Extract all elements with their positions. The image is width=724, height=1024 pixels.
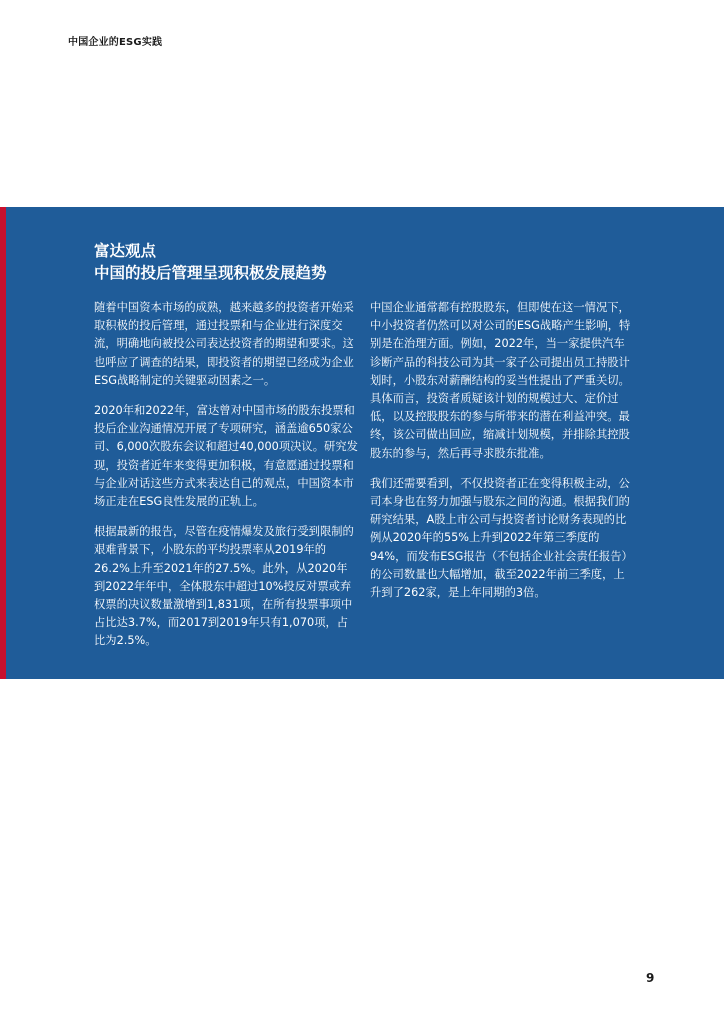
paragraph: 随着中国资本市场的成熟，越来越多的投资者开始采取积极的投后管理，通过投票和与企业进行深度交流，明确地向被投公司表达投资者的期望和要求。这也呼应了调查的结果，即投资者的期望已经成为企业ESG战略制定的关键驱动因素之一。 [94,301,354,387]
panel-heading [94,240,327,284]
panel-title-main: 中国的投后管理呈现积极发展趋势 [94,264,327,282]
right-text-column [370,299,634,614]
panel-title-viewpoint: 富达观点 [94,242,157,260]
paragraph: 我们还需要看到，不仅投资者正在变得积极主动，公司本身也在努力加强与股东之间的沟通。根据我们的研究结果，A股上市公司与投资者讨论财务表现的比例从2020年的55%上升到2022年第三季度的94%，而发布ESG报告（不包括企业社会责任报告）的公司数量也大幅增加，截至2022年前三季度，上升到了262家，是上年同期的3倍。 [370,476,633,600]
page-number: 9 [646,971,655,985]
left-text-column [94,299,358,663]
paragraph: 2020年和2022年，富达曾对中国市场的股东投票和投后企业沟通情况开展了专项研究，涵盖逾650家公司、6,000次股东会议和超过40,000项决议。研究发现，投资者近年来变得更加积极，有意愿通过投票和与企业对话这些方式来表达自己的观点，中国资本市场正走在ESG良性发展的正轨上。 [94,404,358,509]
running-header-title: 中国企业的ESG实践 [68,37,163,48]
fidelity-viewpoint-panel [0,207,724,679]
paragraph: 中国企业通常都有控股股东，但即使在这一情况下，中小投资者仍然可以对公司的ESG战略产生影响，特别是在治理方面。例如，2022年，当一家提供汽车诊断产品的科技公司为其一家子公司提出员工持股计划时，小股东对薪酬结构的妥当性提出了严重关切。具体而言，投资者质疑该计划的规模过大、定价过低，以及控股股东的参与所带来的潜在利益冲突。最终，该公司做出回应，缩减计划规模，并排除其控股股东的参与，然后再寻求股东批准。 [370,301,631,460]
paragraph: 根据最新的报告，尽管在疫情爆发及旅行受到限制的艰难背景下，小股东的平均投票率从2019年的26.2%上升至2021年的27.5%。此外，从2020年到2022年年中，全体股东中超过10%投反对票或弃权票的决议数量激增到1,831项，在所有投票事项中占比达3.7%，而2017到2019年只有1,070项，占比为2.5%。 [94,525,354,648]
red-accent-bar [0,207,6,679]
